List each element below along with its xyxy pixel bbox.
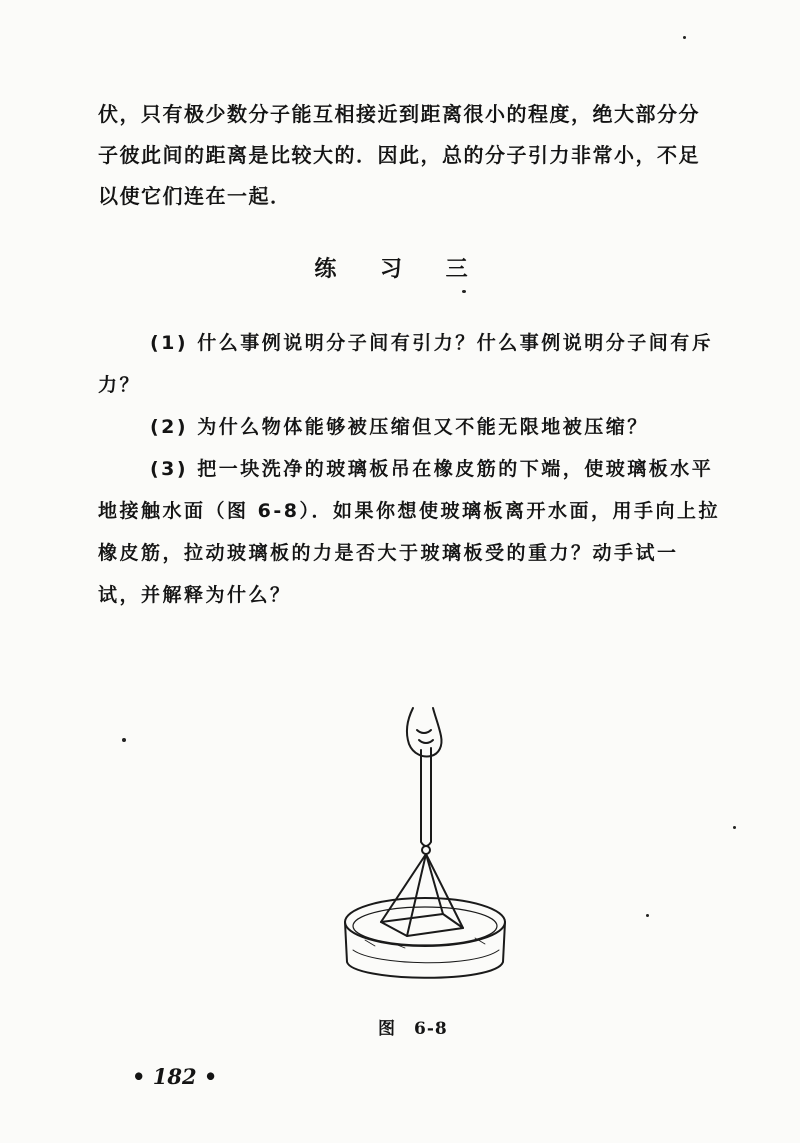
exercise-3: (3) 把一块洗净的玻璃板吊在橡皮筋的下端，使玻璃板水平地接触水面（图 6-8）．如果你想使玻璃板离开水面，用手向上拉橡皮筋，拉动玻璃板的力是否大于玻璃板受的重力？动手试一试，并解释为什么？ [98, 458, 720, 606]
page-number: • 182 • [132, 1064, 218, 1089]
intro-text: 伏，只有极少数分子能互相接近到距离很小的程度，绝大部分分子彼此间的距离是比较大的．因此，总的分子引力非常小，不足以使它们连在一起． [98, 102, 700, 208]
caption-number: 6-8 [414, 1019, 448, 1039]
scan-speck [122, 738, 126, 742]
exercise-1: (1) 什么事例说明分子间有引力？什么事例说明分子间有斥力？ [98, 332, 714, 396]
exercise-list [98, 322, 720, 616]
scan-speck [733, 826, 736, 829]
scan-speck [683, 36, 686, 39]
figure-caption [378, 1014, 448, 1039]
section-title: 练 习 三 [314, 257, 486, 282]
caption-label: 图 [378, 1019, 396, 1039]
scan-speck [646, 914, 649, 917]
figure-illustration [335, 700, 515, 1010]
exercise-2: (2) 为什么物体能够被压缩但又不能无限地被压缩？ [150, 416, 649, 438]
intro-paragraph [98, 94, 720, 217]
glass-plate-on-rubber-band-drawing [335, 700, 515, 1010]
scan-speck [462, 290, 466, 293]
